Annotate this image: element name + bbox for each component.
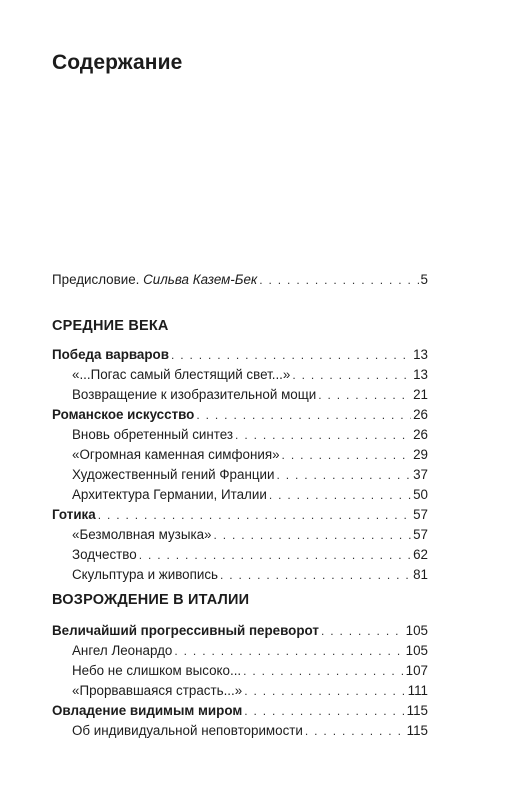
toc-entry-page: 62 <box>413 547 428 562</box>
toc-entry-title: Скульптура и живопись <box>72 567 219 582</box>
dot-leader <box>196 405 411 425</box>
section-heading: ВОЗРОЖДЕНИЕ В ИТАЛИИ <box>52 592 250 608</box>
dot-leader <box>244 701 404 721</box>
toc-entry-page: 5 <box>420 272 428 287</box>
toc-entry[interactable] <box>52 701 428 721</box>
toc-entry-title: Об индивидуальной неповторимости <box>72 723 303 738</box>
toc-entry-title: Архитектура Германии, Италии <box>72 487 267 502</box>
dot-leader <box>259 270 418 290</box>
toc-entry[interactable] <box>72 425 428 445</box>
toc-entry[interactable] <box>52 405 428 425</box>
toc-entry-page: 13 <box>413 367 428 382</box>
dot-leader <box>318 385 411 405</box>
toc-entry-page: 26 <box>413 427 428 442</box>
toc-entry-title: Возвращение к изобразительной мощи <box>72 387 317 402</box>
toc-entry[interactable] <box>52 345 428 365</box>
toc-entry-page: 107 <box>405 663 428 678</box>
toc-entry-title: Готика <box>52 507 96 522</box>
toc-entry[interactable] <box>72 681 428 701</box>
dot-leader <box>292 365 411 385</box>
toc-entry[interactable] <box>72 445 428 465</box>
dot-leader <box>98 505 411 525</box>
dot-leader <box>282 445 412 465</box>
toc-entry[interactable] <box>72 545 428 565</box>
toc-entry-title: Вновь обретенный синтез <box>72 427 234 442</box>
toc-entry[interactable] <box>72 641 428 661</box>
dot-leader <box>276 465 411 485</box>
toc-entry[interactable] <box>72 525 428 545</box>
toc-entry-page: 105 <box>405 643 428 658</box>
toc-entry[interactable] <box>52 505 428 525</box>
toc-entry-title: Небо не слишком высоко... <box>72 663 242 678</box>
dot-leader <box>243 661 404 681</box>
toc-entry[interactable] <box>72 721 428 741</box>
toc-entry-page: 115 <box>406 703 428 718</box>
toc-entry[interactable] <box>52 621 428 641</box>
page-title: Содержание <box>52 51 183 74</box>
toc-entry-preface[interactable] <box>52 270 428 290</box>
toc-entry-page: 115 <box>406 723 428 738</box>
toc-entry-page: 81 <box>413 567 428 582</box>
toc-entry-title: Романское искусство <box>52 407 195 422</box>
section-heading: СРЕДНИЕ ВЕКА <box>52 318 169 334</box>
toc-entry-page: 105 <box>405 623 428 638</box>
dot-leader <box>305 721 405 741</box>
dot-leader <box>235 425 411 445</box>
toc-entry-page: 57 <box>413 527 428 542</box>
dot-leader <box>220 565 411 585</box>
toc-entry-page: 21 <box>413 387 428 402</box>
toc-entry-title: Ангел Леонардо <box>72 643 173 658</box>
preface-author: Сильва Казем-Бек <box>143 272 258 287</box>
toc-entry-title: Зодчество <box>72 547 137 562</box>
toc-entry-title <box>52 270 257 290</box>
dot-leader <box>269 485 411 505</box>
toc-entry-title: Победа варваров <box>52 347 169 362</box>
toc-entry[interactable] <box>72 385 428 405</box>
toc-entry-page: 50 <box>413 487 428 502</box>
toc-entry[interactable] <box>72 465 428 485</box>
toc-entry-title: Художественный гений Франции <box>72 467 275 482</box>
dot-leader <box>244 681 405 701</box>
toc-entry[interactable] <box>72 661 428 681</box>
toc-entry[interactable] <box>72 485 428 505</box>
toc-entry-title: Овладение видимым миром <box>52 703 243 718</box>
toc-entry-title: «Прорвавшаяся страсть...» <box>72 683 243 698</box>
toc-entry[interactable] <box>72 365 428 385</box>
toc-entry-page: 26 <box>413 407 428 422</box>
toc-entry-title: Величайший прогрессивный переворот <box>52 623 319 638</box>
toc-entry-title: «Огромная каменная симфония» <box>72 447 280 462</box>
toc-entry[interactable] <box>72 565 428 585</box>
dot-leader <box>139 545 411 565</box>
dot-leader <box>321 621 404 641</box>
toc-entry-page: 111 <box>407 683 428 698</box>
dot-leader <box>174 641 403 661</box>
toc-entry-page: 13 <box>413 347 428 362</box>
dot-leader <box>171 345 411 365</box>
preface-label: Предисловие. <box>52 272 140 287</box>
toc-entry-page: 57 <box>413 507 428 522</box>
toc-entry-title: «Безмолвная музыка» <box>72 527 212 542</box>
toc-entry-title: «...Погас самый блестящий свет...» <box>72 367 291 382</box>
toc-entry-page: 37 <box>413 467 428 482</box>
dot-leader <box>214 525 412 545</box>
toc-entry-page: 29 <box>413 447 428 462</box>
